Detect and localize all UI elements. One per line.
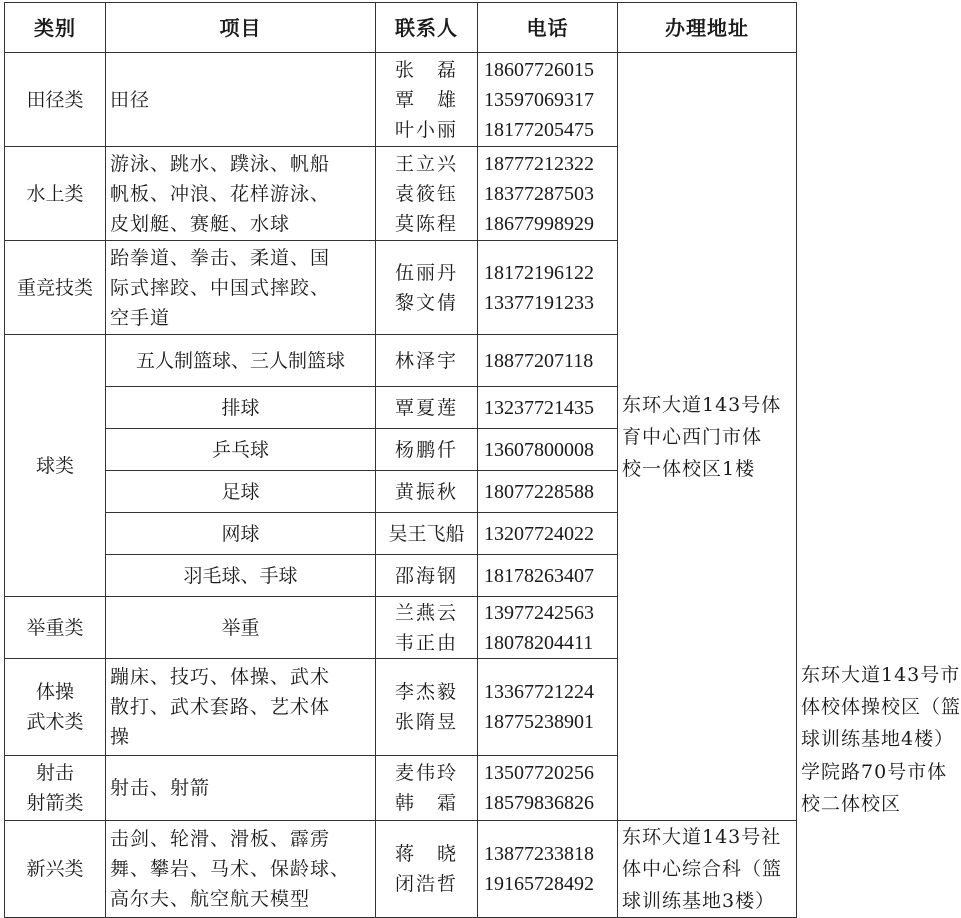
- contact-cell: [376, 659, 478, 756]
- address-line: 育中心西门市体: [622, 425, 763, 448]
- contact-name: 蒋 晓: [394, 843, 458, 865]
- phone-number: 18078204411: [484, 631, 594, 654]
- project-line: 空手道: [110, 306, 171, 329]
- category-line: 体操: [35, 681, 74, 703]
- project-cell: 五人制篮球、三人制篮球: [106, 335, 376, 387]
- phone-number: 13377191233: [484, 291, 594, 314]
- address-line: 东环大道143号社: [622, 826, 782, 848]
- contact-cell: [376, 147, 478, 241]
- contact-cell: [376, 241, 478, 335]
- phone-number: 13977242563: [484, 601, 594, 624]
- project-line: 皮划艇、赛艇、水球: [110, 212, 291, 235]
- header-contact: 联系人: [376, 3, 478, 53]
- category-cell: 重竞技类: [5, 241, 106, 335]
- project-cell: 举重: [106, 597, 376, 659]
- phone-cell: [478, 821, 618, 918]
- contact-name: 叶小丽: [394, 118, 458, 141]
- header-phone: 电话: [478, 3, 618, 53]
- phone-cell: 13607800008: [478, 429, 618, 471]
- contact-name: 韦正由: [394, 631, 458, 654]
- phone-number: 18677998929: [484, 212, 594, 235]
- category-cell: [5, 756, 106, 821]
- phone-cell: 13207724022: [478, 513, 618, 555]
- contact-cell: 林泽宇: [376, 335, 478, 387]
- address-cell: [618, 821, 797, 918]
- category-line: 武术类: [26, 711, 84, 733]
- phone-number: 18377287503: [484, 182, 594, 205]
- project-line: 舞、攀岩、马术、保龄球、: [110, 858, 351, 880]
- phone-number: 13877233818: [484, 843, 594, 865]
- table-row: [5, 821, 797, 918]
- contact-name: 兰燕云: [394, 601, 458, 624]
- project-line: 游泳、跳水、蹼泳、帆船: [110, 152, 331, 175]
- phone-number: 13507720256: [484, 762, 594, 784]
- project-line: 散打、武术套路、艺术体: [110, 696, 331, 718]
- project-cell: 网球: [106, 513, 376, 555]
- table-row: [5, 53, 797, 147]
- contact-name: 李杰毅: [394, 681, 458, 703]
- address-line: 球训练基地3楼）: [622, 890, 776, 912]
- phone-number: 13367721224: [484, 681, 594, 703]
- contact-name: 覃 雄: [394, 88, 458, 111]
- registration-table: [4, 2, 961, 918]
- phone-number: 18177205475: [484, 118, 594, 141]
- project-line: 际式摔跤、中国式摔跤、: [110, 276, 331, 299]
- project-cell: [106, 147, 376, 241]
- phone-cell: [478, 147, 618, 241]
- table-row: 射击 射箭类 射击、射箭 麦伟玲 韩 霜 13507720256 18579836826 学院路70号市体 校二体校区: [5, 756, 797, 821]
- contact-cell: [376, 821, 478, 918]
- contact-name: 闭浩哲: [394, 873, 458, 895]
- contact-name: 韩 霜: [394, 792, 458, 814]
- project-cell: 乒乓球: [106, 429, 376, 471]
- project-line: 蹦床、技巧、体操、武术: [110, 666, 331, 688]
- contact-cell: 黄振秋: [376, 471, 478, 513]
- project-line: 击剑、轮滑、滑板、霹雳: [110, 828, 331, 850]
- contact-name: 张隋昱: [394, 711, 458, 733]
- contact-name: 麦伟玲: [394, 762, 458, 784]
- contact-cell: 杨鹏仟: [376, 429, 478, 471]
- phone-cell: 18077228588: [478, 471, 618, 513]
- phone-number: 13597069317: [484, 88, 594, 111]
- contact-name: 黎文倩: [394, 291, 458, 314]
- contact-cell: [376, 53, 478, 147]
- table-row: 体操 武术类 蹦床、技巧、体操、武术 散打、武术套路、艺术体 操 李杰毅 张隋昱 13367721224 18775238901 东环大道143号市 体校体操校区（篮 球训练基地4楼）: [5, 659, 797, 756]
- project-line: 帆板、冲浪、花样游泳、: [110, 182, 331, 205]
- category-cell: 举重类: [5, 597, 106, 659]
- project-line: 操: [110, 726, 131, 748]
- phone-number: 18172196122: [484, 261, 594, 284]
- phone-number: 19165728492: [484, 873, 594, 895]
- phone-cell: [478, 241, 618, 335]
- category-cell: 球类: [5, 335, 106, 597]
- phone-cell: 13237721435: [478, 387, 618, 429]
- phone-number: 18775238901: [484, 711, 594, 733]
- address-cell: [618, 53, 797, 821]
- address-line: 体中心综合科（篮: [622, 858, 783, 880]
- contact-cell: [376, 756, 478, 821]
- header-project: 项目: [106, 3, 376, 53]
- phone-number: 18579836826: [484, 792, 594, 814]
- project-cell: 田径: [106, 53, 376, 147]
- contact-cell: 邵海钢: [376, 555, 478, 597]
- contact-name: 张 磊: [394, 58, 458, 81]
- header-category: 类别: [5, 3, 106, 53]
- contact-cell: 吴王飞船: [376, 513, 478, 555]
- category-cell: 田径类: [5, 53, 106, 147]
- phone-cell: [478, 53, 618, 147]
- contact-cell: [376, 597, 478, 659]
- contact-name: 袁筱钰: [394, 182, 458, 205]
- project-cell: [106, 241, 376, 335]
- phone-cell: 18178263407: [478, 555, 618, 597]
- phone-cell: 18877207118: [478, 335, 618, 387]
- contact-name: 莫陈程: [394, 212, 458, 235]
- category-cell: 新兴类: [5, 821, 106, 918]
- address-line: 校一体校区1楼: [622, 457, 756, 480]
- phone-cell: [478, 659, 618, 756]
- project-line: 跆拳道、拳击、柔道、国: [110, 246, 331, 269]
- project-cell: 排球: [106, 387, 376, 429]
- phone-number: 18777212322: [484, 152, 594, 175]
- project-cell: 射击、射箭: [106, 756, 376, 821]
- category-line: 射击: [35, 762, 74, 784]
- project-cell: [106, 659, 376, 756]
- phone-cell: [478, 597, 618, 659]
- category-cell: 水上类: [5, 147, 106, 241]
- project-line: 高尔夫、航空航天模型: [110, 888, 311, 910]
- header-address: 办理地址: [618, 3, 797, 53]
- contact-name: 伍丽丹: [394, 261, 458, 284]
- phone-number: 18607726015: [484, 58, 594, 81]
- project-cell: 足球: [106, 471, 376, 513]
- project-cell: [106, 821, 376, 918]
- category-line: 射箭类: [26, 792, 84, 814]
- phone-cell: [478, 756, 618, 821]
- address-line: 东环大道143号体: [622, 393, 782, 416]
- contact-cell: 覃夏莲: [376, 387, 478, 429]
- category-cell: [5, 659, 106, 756]
- project-cell: 羽毛球、手球: [106, 555, 376, 597]
- contact-name: 王立兴: [394, 152, 458, 175]
- header-row: [5, 3, 797, 53]
